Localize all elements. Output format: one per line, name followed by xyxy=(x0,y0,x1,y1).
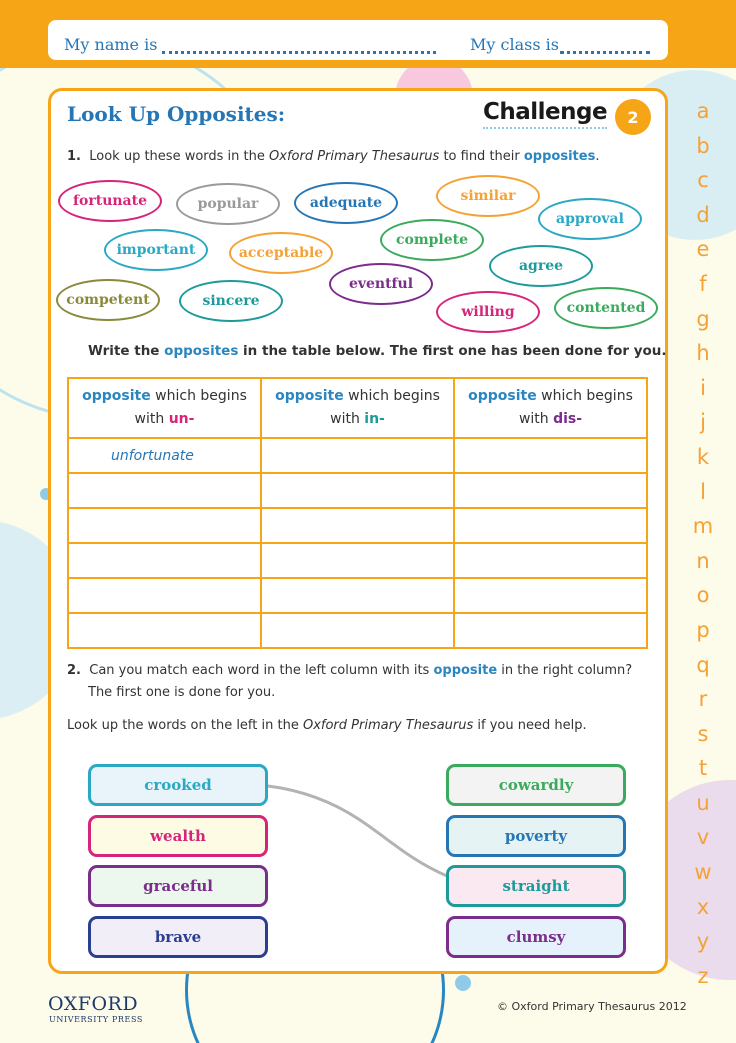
alphabet-strip xyxy=(684,94,722,993)
alphabet-letter: h xyxy=(696,341,710,366)
alphabet-letter: a xyxy=(696,99,710,123)
word-oval-fortunate: fortunate xyxy=(58,180,162,222)
name-label: My name is xyxy=(64,35,158,54)
alphabet-letter: v xyxy=(696,825,710,850)
match-right-clumsy[interactable]: clumsy xyxy=(446,916,626,958)
q2-text: The first one is done for you. xyxy=(88,685,276,700)
word-oval-agree: agree xyxy=(489,245,593,287)
word-oval-important: important xyxy=(104,229,208,271)
word-oval-approval: approval xyxy=(538,198,642,240)
example-answer: unfortunate xyxy=(68,438,261,473)
copyright: © Oxford Primary Thesaurus 2012 xyxy=(497,1000,687,1013)
help-text-part: if you need help. xyxy=(473,718,587,733)
word-oval-adequate: adequate xyxy=(294,182,398,224)
q2-text: in the right column? xyxy=(497,663,633,678)
alphabet-letter: w xyxy=(694,860,712,885)
match-right-straight[interactable]: straight xyxy=(446,865,626,907)
alphabet-letter: f xyxy=(699,271,707,296)
keyword: opposites xyxy=(164,343,239,359)
prefix-dis: dis- xyxy=(553,411,583,427)
university-press: UNIVERSITY PRESS xyxy=(49,1015,144,1024)
match-left-brave[interactable]: brave xyxy=(88,916,268,958)
book-title: Oxford Primary Thesaurus xyxy=(302,718,474,733)
alphabet-letter: p xyxy=(696,617,710,642)
alphabet-letter: l xyxy=(700,479,706,504)
match-left-graceful[interactable]: graceful xyxy=(88,865,268,907)
instruction-text: in the table below. The first one has been done for you. xyxy=(238,343,667,359)
question-number: 1. xyxy=(67,149,81,164)
word-oval-competent: competent xyxy=(56,279,160,321)
challenge-number: 2 xyxy=(615,99,651,135)
match-left-wealth[interactable]: wealth xyxy=(88,815,268,857)
word-oval-popular: popular xyxy=(176,183,280,225)
alphabet-letter: n xyxy=(696,548,710,573)
q1-text: . xyxy=(595,149,600,164)
q1-text: to find their xyxy=(439,149,524,164)
alphabet-letter: b xyxy=(696,133,710,158)
alphabet-letter: s xyxy=(697,721,709,746)
alphabet-letter: y xyxy=(696,929,710,954)
book-title: Oxford Primary Thesaurus xyxy=(269,149,440,164)
word-oval-contented: contented xyxy=(554,287,658,329)
prefix-in: in- xyxy=(364,411,385,427)
keyword: opposites xyxy=(523,149,596,164)
header-text: with xyxy=(330,411,365,427)
alphabet-letter: i xyxy=(700,375,706,400)
alphabet-letter: k xyxy=(696,444,710,469)
alphabet-letter: m xyxy=(692,514,714,539)
alphabet-letter: o xyxy=(696,583,710,608)
match-right-cowardly[interactable]: cowardly xyxy=(446,764,626,806)
alphabet-letter: x xyxy=(696,894,710,919)
help-text-part: Look up the words on the left in the xyxy=(67,718,303,733)
word-oval-sincere: sincere xyxy=(179,280,283,322)
prefix-un: un- xyxy=(168,411,195,427)
word-oval-willing: willing xyxy=(436,291,540,333)
header-text: which begins xyxy=(536,388,633,404)
match-left-crooked[interactable]: crooked xyxy=(88,764,268,806)
keyword: opposite xyxy=(275,388,344,404)
alphabet-letter: t xyxy=(698,756,708,781)
header-text: with xyxy=(518,411,554,427)
header-text: which begins xyxy=(150,388,247,404)
page-title: Look Up Opposites: xyxy=(67,102,286,126)
header-text: which begins xyxy=(343,388,440,404)
alphabet-letter: u xyxy=(696,790,710,815)
oxford-logo: OXFORD xyxy=(48,993,139,1015)
alphabet-letter: c xyxy=(697,168,709,193)
class-label: My class is xyxy=(470,35,559,54)
header-text: with xyxy=(134,411,169,427)
alphabet-letter: z xyxy=(697,963,709,988)
instruction-text: Write the xyxy=(88,343,165,359)
keyword: opposite xyxy=(468,388,537,404)
word-oval-similar: similar xyxy=(436,175,540,217)
alphabet-letter: g xyxy=(696,306,710,331)
alphabet-letter: e xyxy=(696,237,710,262)
word-oval-complete: complete xyxy=(380,219,484,261)
q2-text: Can you match each word in the left column with its xyxy=(89,663,434,678)
match-right-poverty[interactable]: poverty xyxy=(446,815,626,857)
word-oval-acceptable: acceptable xyxy=(229,232,333,274)
keyword: opposite xyxy=(433,663,498,678)
keyword: opposite xyxy=(82,388,151,404)
alphabet-letter: q xyxy=(696,652,710,677)
alphabet-letter: j xyxy=(700,410,706,435)
q1-text: Look up these words in the xyxy=(89,149,270,164)
question-number: 2. xyxy=(67,663,81,678)
alphabet-letter: d xyxy=(696,202,710,227)
alphabet-letter: r xyxy=(698,687,708,712)
challenge-label: Challenge xyxy=(483,99,608,125)
word-oval-eventful: eventful xyxy=(329,263,433,305)
